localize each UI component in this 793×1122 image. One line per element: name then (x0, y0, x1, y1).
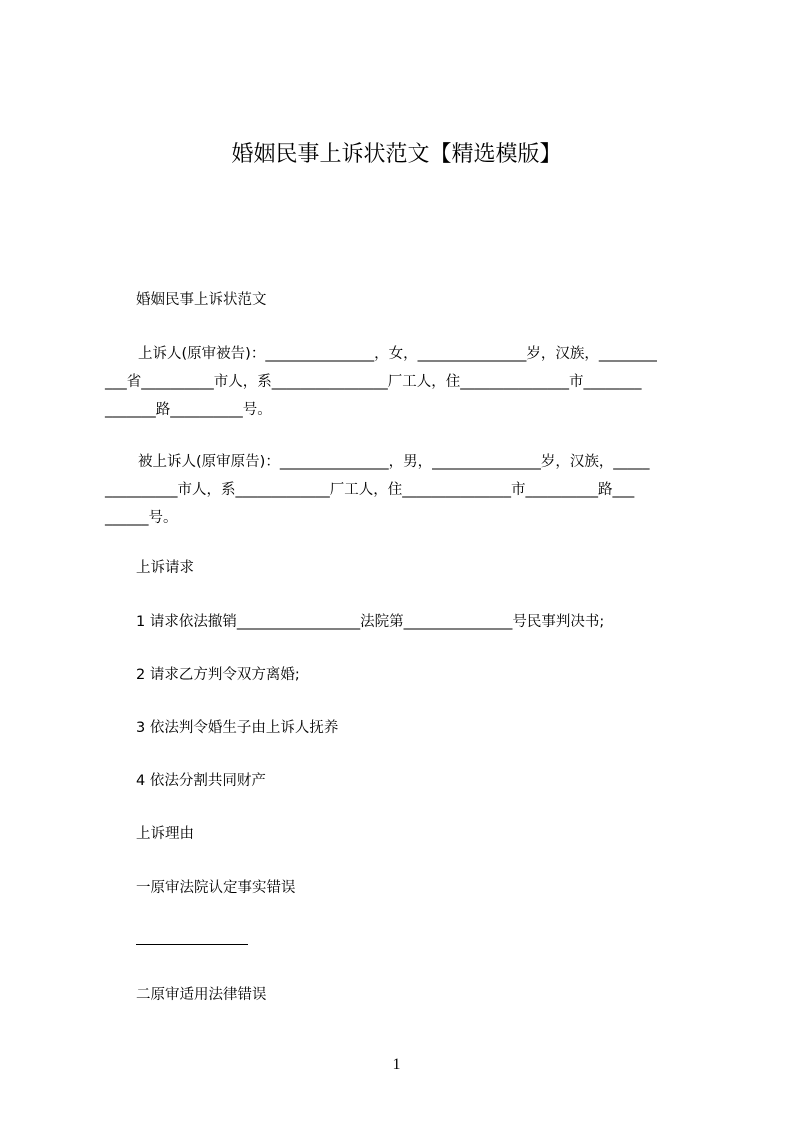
request-item-1: 1 请求依法撤销_________________法院第_______________号民事判决书; (136, 614, 605, 630)
reason-item-1: 一原审法院认定事实错误 (136, 880, 296, 896)
appellant-line-3: _______路__________号。 (105, 402, 272, 418)
document-title: 婚姻民事上诉状范文【精选模版】 (231, 142, 562, 167)
appellant-line-2: ___省__________市人，系________________厂工人，住_______________市________ (105, 374, 642, 390)
appellee-line-3: ______号。 (105, 510, 178, 526)
document-subtitle: 婚姻民事上诉状范文 (136, 292, 267, 308)
requests-heading: 上诉请求 (136, 560, 194, 576)
request-item-4: 4 依法分割共同财产 (136, 773, 266, 789)
request-item-2: 2 请求乙方判令双方离婚; (136, 667, 300, 683)
reason-item-2: 二原审适用法律错误 (136, 987, 267, 1003)
appellee-line-2: __________市人，系_____________厂工人，住_______________市__________路___ (105, 482, 635, 498)
request-item-3: 3 依法判令婚生子由上诉人抚养 (136, 720, 339, 736)
appellant-line-1: 上诉人(原审被告)：_______________，女，_______________岁，汉族，________ (138, 346, 657, 362)
page-number: 1 (392, 1056, 401, 1073)
blank-underline (136, 944, 248, 945)
appellee-line-1: 被上诉人(原审原告)：_______________，男，_______________岁，汉族，_____ (138, 454, 650, 470)
reasons-heading: 上诉理由 (136, 826, 194, 842)
